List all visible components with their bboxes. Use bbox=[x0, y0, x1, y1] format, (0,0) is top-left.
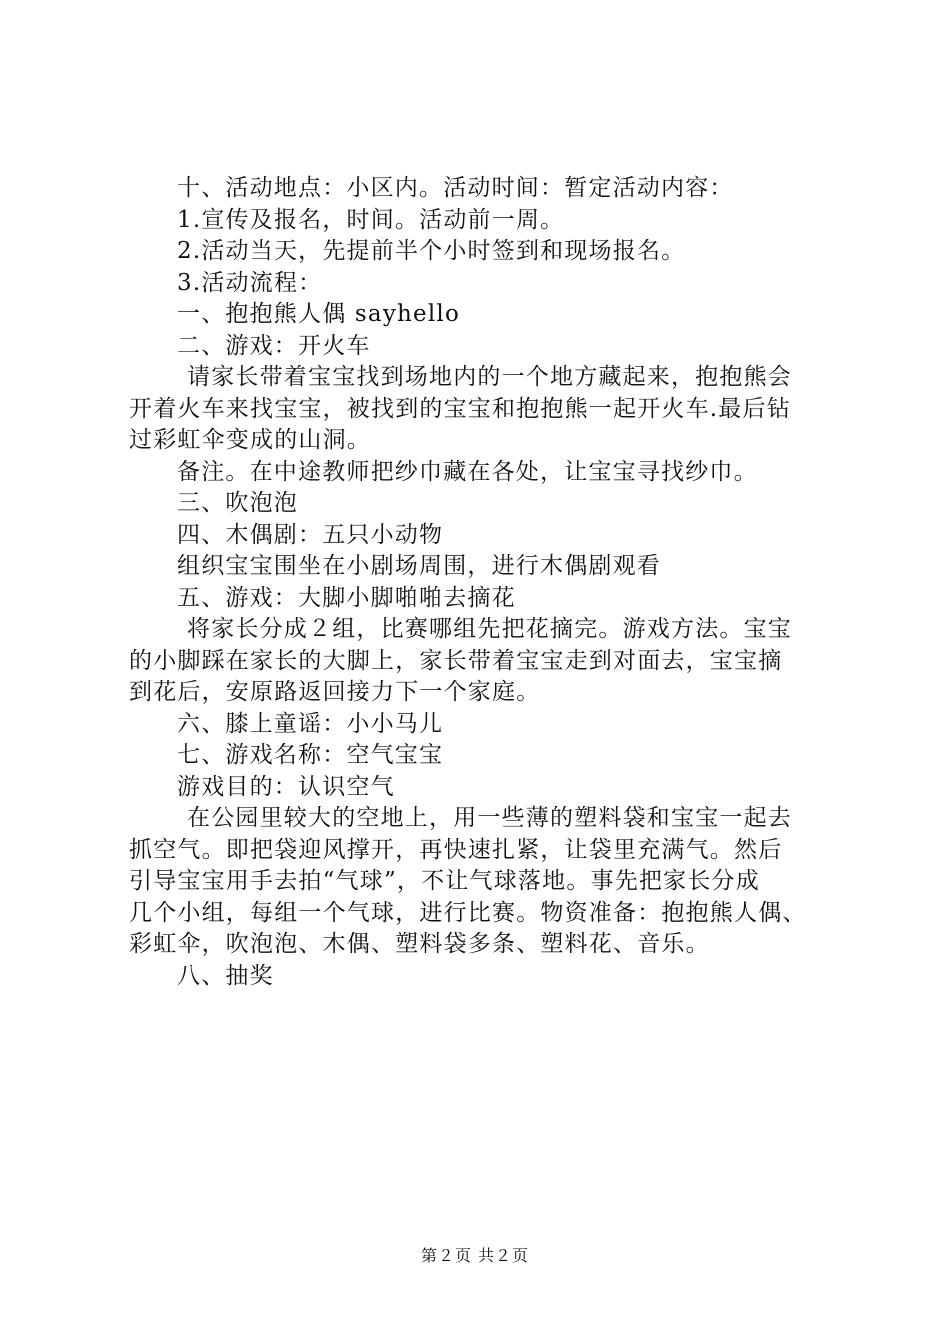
paragraph-line: 请家长带着宝宝找到场地内的一个地方藏起来，抱抱熊会 bbox=[187, 364, 792, 390]
paragraph-line: 抓空气。即把袋迎风撑开，再快速扎紧，让袋里充满气。然后 bbox=[129, 836, 783, 863]
paragraph-line: 开着火车来找宝宝，被找到的宝宝和抱抱熊一起开火车.最后钻 bbox=[129, 395, 791, 422]
paragraph-line: 在公园里较大的空地上，用一些薄的塑料袋和宝宝一起去 bbox=[187, 805, 792, 831]
paragraph-line: 几个小组，每组一个气球，进行比赛。物资准备：抱抱熊人偶、 bbox=[129, 899, 807, 926]
paragraph-line: 三、吹泡泡 bbox=[177, 490, 298, 516]
paragraph-line: 2.活动当天，先提前半个小时签到和现场报名。 bbox=[177, 238, 686, 264]
paragraph-line: 的小脚踩在家长的大脚上，家长带着宝宝走到对面去，宝宝摘 bbox=[129, 647, 783, 674]
document-body bbox=[129, 173, 839, 992]
paragraph-line: 到花后，安原路返回接力下一个家庭。 bbox=[129, 679, 541, 705]
paragraph-line: 将家长分成２组，比赛哪组先把花摘完。游戏方法。宝宝 bbox=[187, 616, 792, 642]
paragraph-line: 彩虹伞，吹泡泡、木偶、塑料袋多条、塑料花、音乐。 bbox=[129, 931, 710, 957]
paragraph-line: 组织宝宝围坐在小剧场周围，进行木偶剧观看 bbox=[177, 553, 661, 579]
paragraph-line: 六、膝上童谣：小小马儿 bbox=[177, 710, 444, 737]
paragraph-line: 过彩虹伞变成的山洞。 bbox=[129, 427, 371, 453]
paragraph-line: 二、游戏：开火车 bbox=[177, 332, 371, 359]
paragraph-line: 游戏目的：认识空气 bbox=[177, 773, 395, 800]
paragraph-line: 四、木偶剧：五只小动物 bbox=[177, 521, 444, 548]
paragraph-line: 七、游戏名称：空气宝宝 bbox=[177, 742, 444, 768]
paragraph-line: 五、游戏：大脚小脚啪啪去摘花 bbox=[177, 584, 516, 611]
page-footer: 第２页 共２页 bbox=[420, 1246, 530, 1265]
paragraph-line: 八、抽奖 bbox=[177, 962, 274, 989]
paragraph-line: 3.活动流程： bbox=[177, 269, 323, 296]
paragraph-line: 一、抱抱熊人偶 sayhello bbox=[177, 301, 461, 327]
paragraph-line: 十、活动地点：小区内。活动时间：暂定活动内容： bbox=[177, 175, 734, 201]
paragraph-line: 1.宣传及报名，时间。活动前一周。 bbox=[177, 206, 565, 233]
paragraph-line: 备注。在中途教师把纱巾藏在各处，让宝宝寻找纱巾。 bbox=[177, 458, 758, 485]
paragraph-line: 引导宝宝用手去拍“气球”，不让气球落地。事先把家长分成 bbox=[129, 868, 760, 894]
